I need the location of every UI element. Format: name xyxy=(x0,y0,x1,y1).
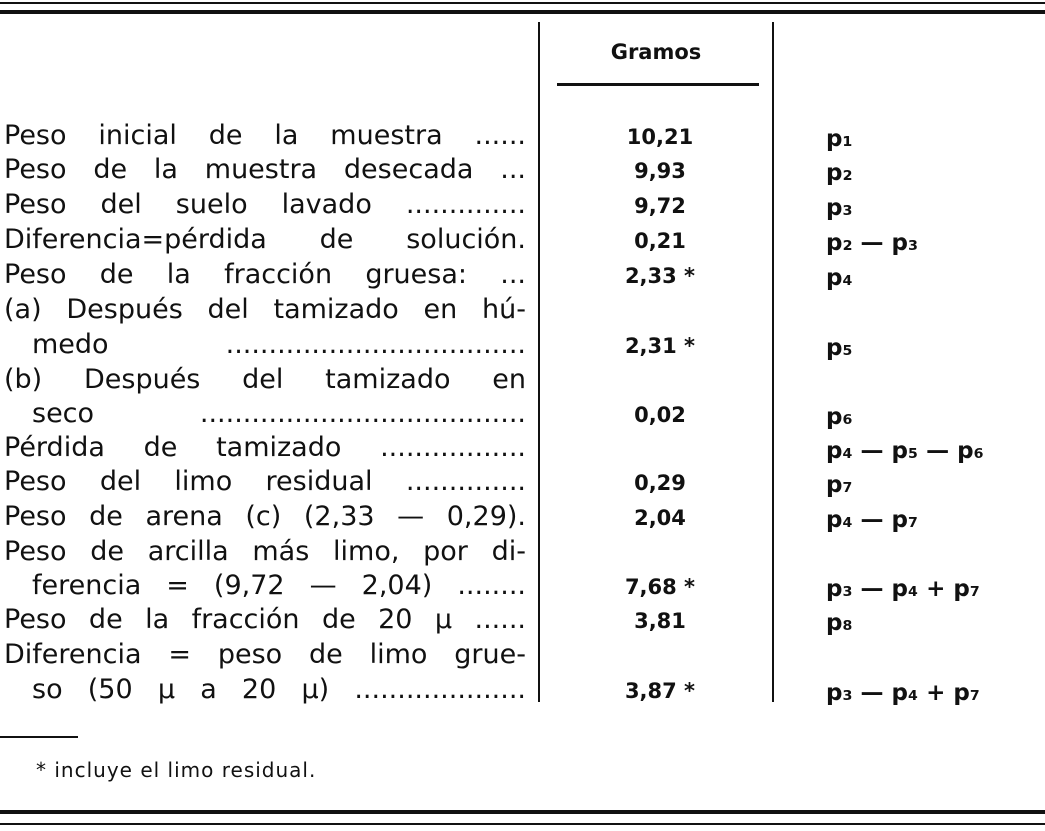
row-description: medo ................................... xyxy=(32,329,526,360)
row-symbol: p₆ xyxy=(826,404,853,430)
row-symbol: p₄ — p₅ — p₆ xyxy=(826,438,984,464)
row-value: 7,68 * xyxy=(624,575,696,599)
row-value: 0,21 xyxy=(634,229,686,253)
column-header-gramos: Gramos xyxy=(610,40,702,64)
row-description: Peso de la muestra desecada ... xyxy=(4,154,526,185)
row-value: 3,81 xyxy=(634,609,686,633)
row-description: so (50 μ a 20 μ) .................... xyxy=(32,674,526,705)
row-value: 2,31 * xyxy=(624,334,696,358)
row-value: 10,21 xyxy=(626,125,694,149)
column-divider-right xyxy=(772,22,774,702)
footnote: * incluye el limo residual. xyxy=(36,758,317,782)
header-underline xyxy=(557,83,759,86)
row-description: ferencia = (9,72 — 2,04) ........ xyxy=(32,570,526,601)
bottom-rule-thick xyxy=(0,810,1045,814)
row-value: 2,33 * xyxy=(624,264,696,288)
row-description: Pérdida de tamizado ................. xyxy=(4,432,526,463)
row-description: (b) Después del tamizado en xyxy=(4,364,526,395)
row-value: 2,04 xyxy=(634,506,686,530)
row-symbol: p₁ xyxy=(826,126,853,152)
row-symbol: p₅ xyxy=(826,335,853,361)
row-symbol: p₄ xyxy=(826,265,853,291)
row-description: Diferencia = peso de limo grue- xyxy=(4,639,526,670)
row-symbol: p₃ xyxy=(826,195,853,221)
top-rule-thick xyxy=(0,10,1045,14)
row-value: 0,02 xyxy=(634,403,686,427)
row-symbol: p₇ xyxy=(826,472,853,498)
row-description: seco ...................................... xyxy=(32,398,526,429)
row-description: Peso de la fracción de 20 μ ...... xyxy=(4,604,526,635)
row-description: Peso del limo residual .............. xyxy=(4,466,526,497)
row-symbol: p₄ — p₇ xyxy=(826,507,919,533)
footnote-rule xyxy=(0,736,78,738)
bottom-rule-thin xyxy=(0,823,1045,825)
top-rule-thin xyxy=(0,2,1045,4)
row-value: 9,93 xyxy=(634,159,686,183)
row-symbol: p₂ — p₃ xyxy=(826,230,919,256)
row-description: Peso inicial de la muestra ...... xyxy=(4,120,526,151)
row-description: Peso de arena (c) (2,33 — 0,29). xyxy=(4,501,526,532)
row-symbol: p₂ xyxy=(826,160,853,186)
row-value: 9,72 xyxy=(634,194,686,218)
column-divider-left xyxy=(538,22,540,702)
row-symbol: p₃ — p₄ + p₇ xyxy=(826,680,980,706)
row-description: (a) Después del tamizado en hú- xyxy=(4,294,526,325)
row-description: Diferencia=pérdida de solución. xyxy=(4,224,526,255)
row-description: Peso de la fracción gruesa: ... xyxy=(4,259,526,290)
row-symbol: p₃ — p₄ + p₇ xyxy=(826,576,980,602)
row-description: Peso del suelo lavado .............. xyxy=(4,189,526,220)
row-value: 3,87 * xyxy=(624,679,696,703)
row-symbol: p₈ xyxy=(826,610,853,636)
row-description: Peso de arcilla más limo, por di- xyxy=(4,536,526,567)
row-value: 0,29 xyxy=(634,471,686,495)
